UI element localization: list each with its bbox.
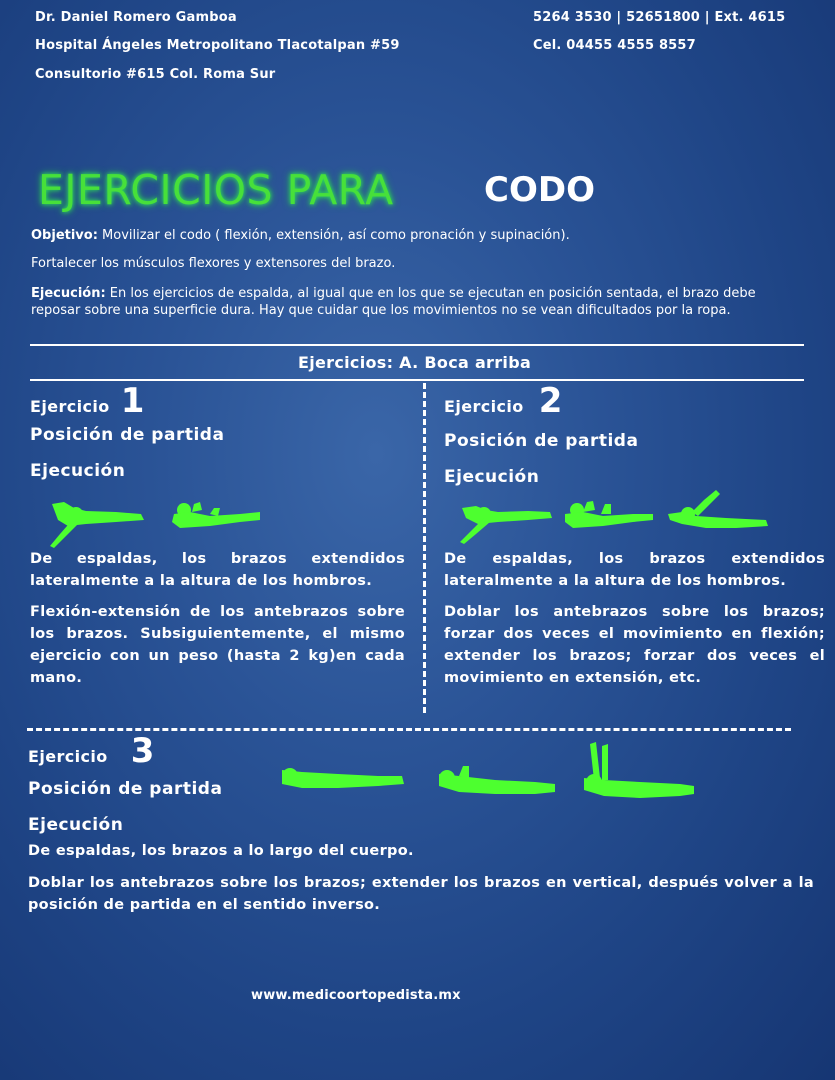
- exercise-1-execution: Ejecución: [30, 461, 126, 481]
- exercise-1-figure-flexed: [170, 500, 262, 534]
- exercise-1-execution-text: Flexión-extensión de los antebrazos sobre los brazos. Subsiguientemente, el mismo ejercicio con un peso (hasta 2 kg)en cada mano.: [30, 604, 405, 686]
- doctor-name: Dr. Daniel Romero Gamboa: [35, 10, 237, 25]
- exercise-2-figure-start: [458, 496, 554, 546]
- divider-section: [30, 379, 804, 381]
- divider-top: [30, 344, 804, 346]
- title-main: EJERCICIOS PARA: [38, 166, 394, 214]
- exercise-3-figure-start: [278, 764, 406, 796]
- office-address: Consultorio #615 Col. Roma Sur: [35, 67, 276, 82]
- phone-numbers: 5264 3530 | 52651800 | Ext. 4615: [533, 10, 786, 25]
- exercise-2-header: [444, 381, 563, 421]
- execution-text: En los ejercicios de espalda, al igual que en los que se ejecutan en posición sentada, el brazo debe reposar sobre una superficie dura. Hay que cuidar que los movimientos no se vean dificultados por la ropa.: [31, 286, 756, 318]
- exercise-3-execution-text: Doblar los antebrazos sobre los brazos; extender los brazos en vertical, después volver a la posición de partida en el sentido inverso.: [28, 875, 814, 913]
- strengthen-text: Fortalecer los músculos flexores y extensores del brazo.: [31, 256, 396, 271]
- exercise-1-number: 1: [120, 381, 145, 421]
- exercise-3-header: [28, 731, 155, 771]
- exercise-1-starting-position: Posición de partida: [30, 425, 225, 445]
- exercise-3-number: 3: [130, 731, 155, 771]
- exercise-2-number: 2: [538, 381, 563, 421]
- objective: [31, 227, 811, 244]
- exercise-2-execution: Ejecución: [444, 467, 540, 487]
- exercise-3-figure-vertical: [580, 740, 696, 802]
- exercise-3-label: Ejercicio: [28, 747, 108, 766]
- exercise-3-position-text: De espaldas, los brazos a lo largo del cuerpo.: [28, 843, 414, 859]
- section-title: Ejercicios: A. Boca arriba: [298, 353, 532, 372]
- exercise-3-figure-flexed: [435, 764, 557, 800]
- exercise-3-execution: Ejecución: [28, 815, 124, 835]
- exercise-2-figure-extended: [666, 488, 770, 532]
- exercise-2-label: Ejercicio: [444, 397, 524, 416]
- exercise-2-position-text: De espaldas, los brazos extendidos lateralmente a la altura de los hombros.: [444, 551, 825, 589]
- exercise-2-execution-text: Doblar los antebrazos sobre los brazos; forzar dos veces el movimiento en flexión; extender los brazos; forzar dos veces el movimiento en extensión, etc.: [444, 604, 825, 686]
- title-subject: CODO: [484, 170, 595, 210]
- objective-text: Movilizar el codo ( flexión, extensión, así como pronación y supinación).: [97, 228, 570, 243]
- execution-label: Ejecución:: [31, 286, 106, 301]
- column-separator: [423, 383, 426, 713]
- hospital-name: Hospital Ángeles Metropolitano Tlacotalpan #59: [35, 38, 400, 53]
- exercise-1-label: Ejercicio: [30, 397, 110, 416]
- execution-intro: [31, 285, 783, 319]
- exercise-1-header: [30, 381, 145, 421]
- exercise-1-figure-start: [46, 496, 146, 550]
- website-link[interactable]: www.medicoortopedista.mx: [251, 988, 461, 1003]
- cell-number: Cel. 04455 4555 8557: [533, 38, 696, 53]
- exercise-2-figure-flexed: [563, 498, 655, 532]
- exercise-1-position-text: De espaldas, los brazos extendidos lateralmente a la altura de los hombros.: [30, 551, 405, 589]
- exercise-3-starting-position: Posición de partida: [28, 779, 223, 799]
- exercise-2-starting-position: Posición de partida: [444, 431, 639, 451]
- objective-label: Objetivo:: [31, 228, 98, 243]
